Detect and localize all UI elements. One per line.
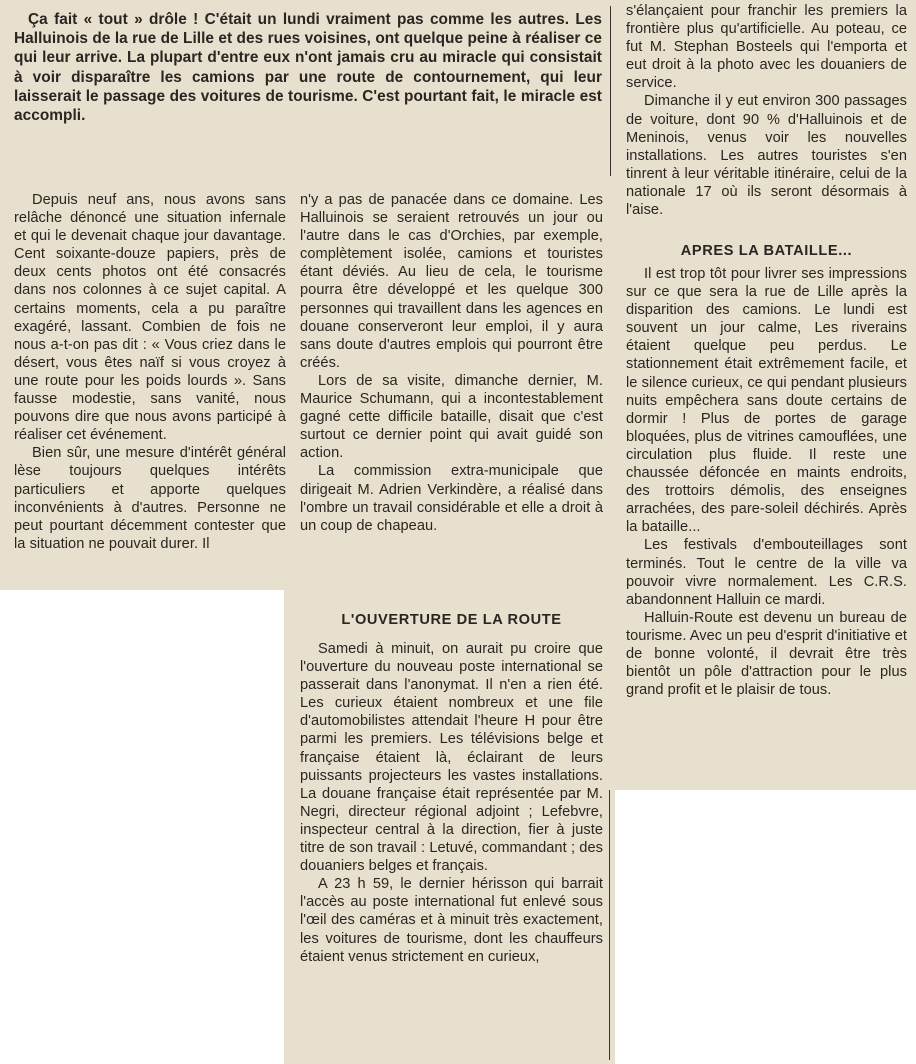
- column-rule-1: [610, 6, 611, 176]
- paragraph: Depuis neuf ans, nous avons sans relâche dénoncé une situation infernale et qui le devenait chaque jour davantage. Cent soixante-douze papiers, près de deux cents photos ont été consacrés dans nos colonnes à ce sujet capital. A certains moments, cela a pu paraître exagéré, lassant. Combien de fois ne nous a-t-on pas dit : « Vous criez dans le désert, vous êtes naïf si vous croyez à une route pour les poids lourds ». Sans fausse modestie, sans vanité, nous pouvons dire que nous avons participé à réaliser cet événement.: [14, 192, 286, 444]
- column-1: [14, 191, 286, 553]
- paragraph: A 23 h 59, le dernier hérisson qui barrait l'accès au poste international fut enlevé sous l'œil des caméras et à minuit très exactement, les voitures de tourisme, dont les chauffeurs étaient venus strictement en curieux,: [300, 876, 603, 965]
- paragraph: Les festivals d'embouteillages sont terminés. Tout le centre de la ville va pouvoir vivre normalement. Les C.R.S. abandonnent Halluin ce mardi.: [626, 537, 907, 608]
- lead-paragraph: Ça fait « tout » drôle ! C'était un lundi vraiment pas comme les autres. Les Halluinois de la rue de Lille et des rues voisines, ont quelque peine à réaliser ce qui leur arrive. La plupart d'entre eux n'ont jamais cru au miracle qui consistait à voir disparaître les camions par une route de contournement, qui leur laisserait le passage des voitures de tourisme. C'est pourtant fait, le miracle est accompli.: [14, 11, 602, 125]
- paragraph: s'élançaient pour franchir les premiers la frontière plus qu'artificielle. Au poteau, ce fut M. Stephan Bosteels qui l'emporta et eut droit à la photo avec les douaniers de service.: [626, 3, 907, 92]
- paragraph: Bien sûr, une mesure d'intérêt général lèse toujours quelques intérêts particuliers et apporte quelques inconvénients à d'autres. Personne ne peut pourtant décemment contester que la situation ne pouvait durer. Il: [14, 445, 286, 552]
- paragraph: La commission extra-municipale que dirigeait M. Adrien Verkindère, a réalisé dans l'ombre un travail considérable et elle a droit à un coup de chapeau.: [300, 463, 603, 534]
- paragraph: Dimanche il y eut environ 300 passages de voiture, dont 90 % d'Halluinois et de Meninois, venus voir les nouvelles installations. Les autres touristes s'en tinrent à leur véritable itinéraire, celui de la nationale 17 où ils seront désormais à l'aise.: [626, 93, 907, 219]
- column-2-continued: [300, 640, 603, 966]
- column-3-continued: [626, 265, 907, 699]
- paragraph: Halluin-Route est devenu un bureau de tourisme. Avec un peu d'esprit d'initiative et de bonne volonté, il devrait être très bientôt un pôle d'attraction pour le plus grand profit et le plaisir de tous.: [626, 609, 907, 699]
- column-rule-2: [609, 790, 610, 1060]
- column-3: [626, 2, 907, 219]
- subheading-apres-la-bataille: APRES LA BATAILLE...: [680, 243, 853, 259]
- paragraph: Lors de sa visite, dimanche dernier, M. Maurice Schumann, qui a incontestablement gagné cette difficile bataille, disait que c'est surtout ce dernier point qui avait guidé son action.: [300, 372, 603, 462]
- column-2: [300, 191, 603, 535]
- paragraph: Samedi à minuit, on aurait pu croire que l'ouverture du nouveau poste international se passerait dans l'anonymat. Il n'en a rien été. Les curieux étaient nombreux et une file d'automobilistes attendait l'heure H pour être parmi les premiers. Les télévisions belge et française étaient là, éclairant de leurs puissants projecteurs les vastes installations. La douane française était représentée par M. Negri, directeur régional adjoint ; Lefebvre, inspecteur central à la direction, fier à juste titre de son travail : Letuvé, commandant ; des douaniers belges et français.: [300, 641, 603, 875]
- article-lead: [14, 10, 602, 125]
- subheading-ouverture-route: L'OUVERTURE DE LA ROUTE: [341, 612, 562, 628]
- paragraph: n'y a pas de panacée dans ce domaine. Les Halluinois se seraient retrouvés un jour ou l'autre dans le cas d'Orchies, par exemple, complètement isolée, camions et touristes étant déviés. Au lieu de cela, le tourisme pourra être développé et les quelque 300 personnes qui travaillent dans les agences en douane conserveront leur emploi, il y aura sans doute d'autres emplois qui pourront être créés.: [300, 192, 603, 371]
- paragraph: Il est trop tôt pour livrer ses impressions sur ce que sera la rue de Lille après la disparition des camions. Le lundi est souvent un jour calme, Les riverains étaient quelque peu perdus. Le stationnement était extrêmement facile, et le silence curieux, ce qui pendant plusieurs nuits empêchera sans doute certains de dormir ! Plus de portes de garage bloquées, plus de vitrines camouflées, une circulation plus fluide. Il reste une chaussée défoncée en maints endroits, des trottoirs démolis, des enseignes arrachées, des pare-soleil déchirés. Après la bataille...: [626, 266, 907, 536]
